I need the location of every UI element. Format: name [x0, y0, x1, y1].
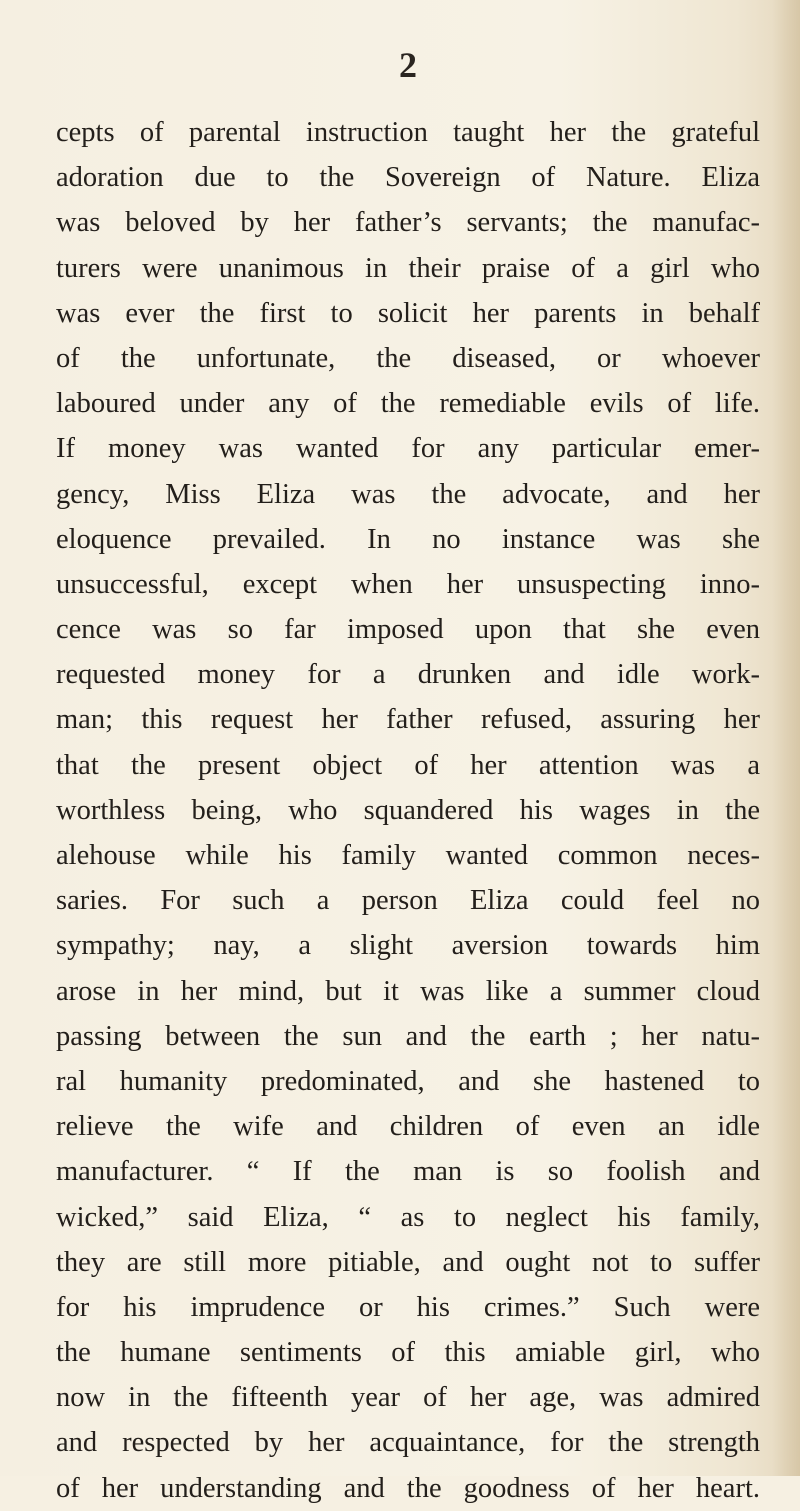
text-line: was beloved by her father’s servants; the manufac- [56, 207, 760, 239]
text-line: sympathy; nay, a slight aversion towards him [56, 930, 760, 962]
text-line: worthless being, who squandered his wages in the [56, 794, 760, 826]
text-line: arose in her mind, but it was like a summer cloud [56, 975, 760, 1007]
page-number: 2 [399, 45, 417, 85]
text-line: that the present object of her attention was a [56, 749, 760, 781]
text-line: of the unfortunate, the diseased, or whoever [56, 342, 760, 374]
text-line: ral humanity predominated, and she hastened to [56, 1065, 760, 1097]
text-line: cepts of parental instruction taught her the grateful [56, 117, 760, 148]
text-line: manufacturer. “ If the man is so foolish and [56, 1156, 760, 1188]
text-line: If money was wanted for any particular emer- [56, 433, 760, 465]
text-line: eloquence prevailed. In no instance was she [56, 523, 760, 555]
text-line: the humane sentiments of this amiable girl, who [56, 1337, 760, 1369]
page-edge-shadow [772, 0, 800, 1476]
text-line: cence was so far imposed upon that she even [56, 614, 760, 646]
body-text [56, 110, 760, 1511]
text-line: laboured under any of the remediable evils of life. [56, 388, 760, 420]
text-line: gency, Miss Eliza was the advocate, and her [56, 478, 760, 510]
text-line: and respected by her acquaintance, for the strength [56, 1427, 760, 1459]
text-line: adoration due to the Sovereign of Nature. Eliza [56, 162, 760, 194]
text-line: they are still more pitiable, and ought not to suffer [56, 1246, 760, 1278]
text-line: alehouse while his family wanted common neces- [56, 840, 760, 871]
text-line: relieve the wife and children of even an idle [56, 1111, 760, 1143]
text-line: unsuccessful, except when her unsuspecting inno- [56, 568, 760, 600]
text-line: requested money for a drunken and idle work- [56, 659, 760, 691]
text-line: passing between the sun and the earth ; her natu- [56, 1020, 760, 1052]
text-line: man; this request her father refused, assuring her [56, 704, 760, 736]
text-line: turers were unanimous in their praise of a girl who [56, 252, 760, 284]
text-line: now in the fifteenth year of her age, was admired [56, 1382, 760, 1414]
text-line: of her understanding and the goodness of her heart. [56, 1472, 760, 1504]
text-line: for his imprudence or his crimes.” Such were [56, 1291, 760, 1323]
text-line: wicked,” said Eliza, “ as to neglect his family, [56, 1201, 760, 1233]
text-line: was ever the first to solicit her parents in behalf [56, 297, 760, 329]
text-line: saries. For such a person Eliza could feel no [56, 885, 760, 917]
